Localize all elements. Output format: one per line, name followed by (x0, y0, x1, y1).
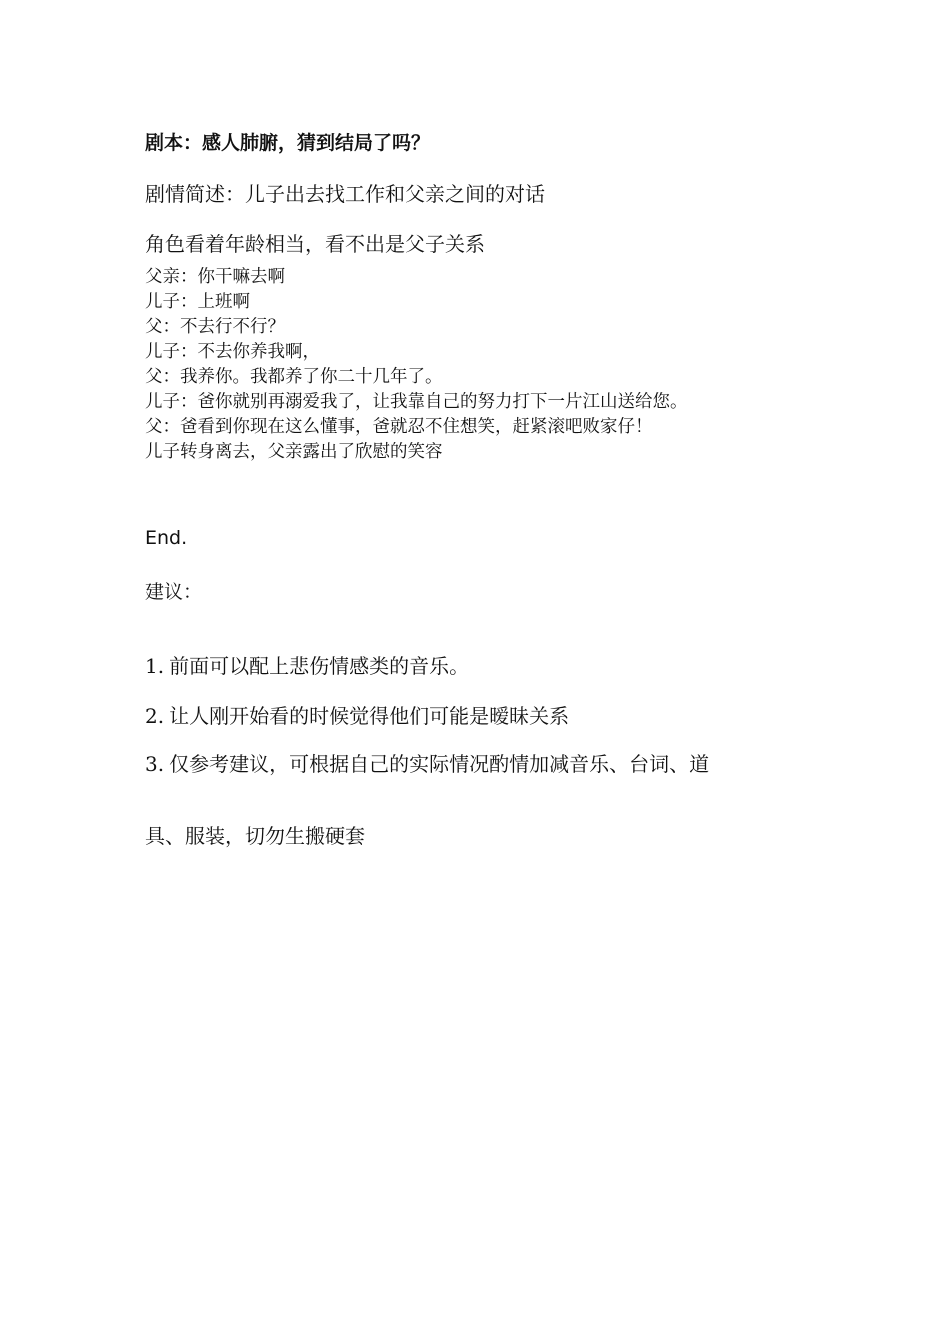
tip-item (145, 748, 709, 777)
tip-number: 2. (145, 704, 165, 728)
advice-label: 建议： (145, 581, 203, 603)
role-note: 角色看着年龄相当，看不出是父子关系 (145, 232, 485, 256)
dialogue-line: 父：我养你。我都养了你二十几年了。 (145, 367, 443, 387)
tip-continuation: 具、服装，切勿生搬硬套 (145, 824, 365, 848)
dialogue-line: 儿子：爸你就别再溺爱我了，让我靠自己的努力打下一片江山送给您。 (145, 392, 688, 412)
dialogue-line: 儿子转身离去，父亲露出了欣慰的笑容 (145, 442, 443, 462)
tip-number: 3. (145, 752, 165, 776)
dialogue-line: 父亲：你干嘛去啊 (145, 267, 285, 287)
tip-text: 前面可以配上悲伤情感类的音乐。 (169, 654, 470, 678)
tip-item (145, 650, 469, 679)
dialogue-line: 父：不去行不行？ (145, 317, 285, 337)
dialogue-line: 儿子：上班啊 (145, 292, 250, 312)
tip-number: 1. (145, 654, 165, 678)
plot-summary: 剧情简述：儿子出去找工作和父亲之间的对话 (145, 182, 545, 206)
dialogue-line: 父：爸看到你现在这么懂事，爸就忍不住想笑，赶紧滚吧败家仔！ (145, 417, 653, 437)
tip-text: 仅参考建议，可根据自己的实际情况酌情加减音乐、台词、道 (169, 752, 710, 776)
end-marker: End. (145, 527, 188, 549)
tip-text: 让人刚开始看的时候觉得他们可能是暧昧关系 (169, 704, 570, 728)
script-title: 剧本：感人肺腑，猜到结局了吗？ (145, 132, 431, 154)
tip-item (145, 700, 569, 729)
dialogue-line: 儿子：不去你养我啊， (145, 342, 320, 362)
